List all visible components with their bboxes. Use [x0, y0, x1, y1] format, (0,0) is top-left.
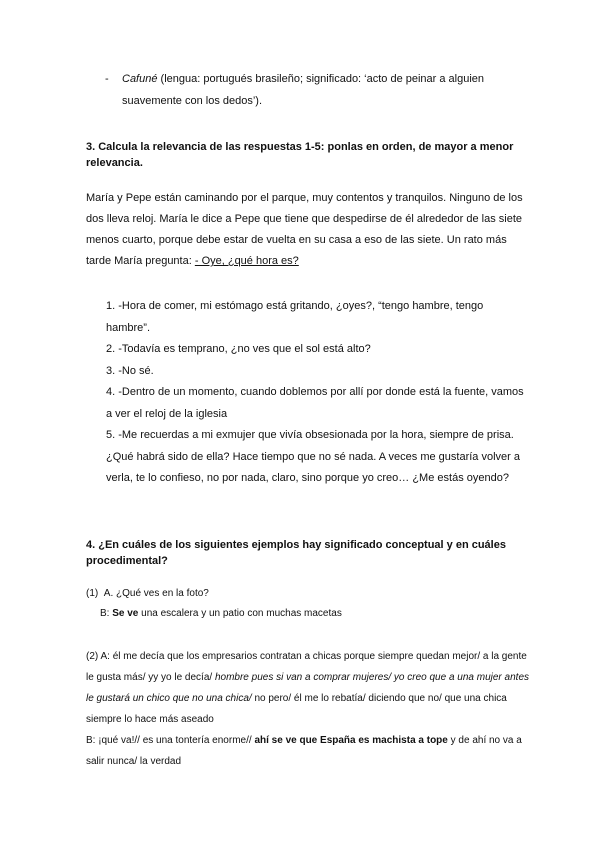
answer-item-4: 4. -Dentro de un momento, cuando doblemos por allí por donde está la fuente, vamos a ver el reloj de la iglesia — [106, 386, 524, 420]
answer-item-2: 2. -Todavía es temprano, ¿no ves que el sol está alto? — [106, 343, 371, 355]
answer-item-1: 1. -Hora de comer, mi estómago está gritando, ¿oyes?, “tengo hambre, tengo hambre”. — [106, 300, 484, 334]
bullet-definition-line2: suavemente con los dedos’). — [122, 95, 263, 107]
example-2-b-start: B: ¡qué va!// es una tontería enorme// — [86, 735, 255, 746]
example-1-b-prefix: B: — [100, 608, 113, 619]
example-2-seg2: hombre pues si van a comprar mujeres/ yo creo que a una mujer antes le gustará un chico que no una chica/ — [86, 672, 530, 704]
example-2-seg1: A: él me decía que los empresarios contratan a chicas porque siempre quedan mejor/ a la gente le gusta más/ yy yo le decía/ — [86, 651, 527, 683]
example-1-line-b — [86, 604, 536, 624]
example-2-label: (2) — [86, 651, 99, 662]
section3-paragraph-text: María y Pepe están caminando por el parque, muy contentos y tranquilos. Ninguno de los dos lleva reloj. María le dice a Pepe que tiene que despedirse de él alrededor de las siete menos cuarto, porque debe estar de vuelta en su casa a eso de las siete. Un rato más tarde María pregunta: — [86, 192, 523, 267]
answer-item-3: 3. -No sé. — [106, 364, 154, 377]
section3-question: - Oye, ¿qué hora es? — [194, 255, 299, 267]
term-cafune: Cafuné — [122, 73, 158, 85]
example-1-line-a — [86, 584, 536, 604]
example-2-b-bold: ahí se ve que España es machista a tope — [254, 735, 448, 746]
answer-list — [106, 296, 526, 490]
example-1-a: A. ¿Qué ves en la foto? — [103, 588, 209, 599]
section3-paragraph — [86, 188, 526, 272]
section4-heading: 4. ¿En cuáles de los siguientes ejemplos hay significado conceptual y en cuáles procedimental? — [86, 539, 506, 567]
example-1-b-rest: una escalera y un patio con muchas macetas — [138, 608, 342, 619]
bullet-text — [122, 68, 502, 112]
example-2-b-end: y de ahí no va a salir nunca/ la verdad — [86, 735, 522, 767]
example-2-seg3: no pero/ él me lo rebatía/ diciendo que no/ que una chica siempre lo hace más aseado — [86, 693, 507, 725]
bullet-dash: - — [105, 73, 109, 85]
section3-heading: 3. Calcula la relevancia de las respuestas 1-5: ponlas en orden, de mayor a menor relevancia. — [86, 141, 514, 169]
example-1-label: (1) — [86, 588, 99, 599]
answer-item-5: 5. -Me recuerdas a mi exmujer que vivía obsesionada por la hora, siempre de prisa. ¿Qué habrá sido de ella? Hace tiempo que no sé nada. A veces me gustaría volver a verla, te lo confieso, no por nada, claro, sino porque yo creo… ¿Me estás oyendo? — [106, 429, 520, 484]
example-1 — [86, 584, 536, 624]
bullet-definition-line1: (lengua: portugués brasileño; significado: ‘acto de peinar a alguien — [157, 73, 485, 85]
bullet-item-cafune — [105, 68, 502, 112]
example-2 — [86, 646, 536, 772]
example-1-b-bold: Se ve — [112, 608, 139, 619]
